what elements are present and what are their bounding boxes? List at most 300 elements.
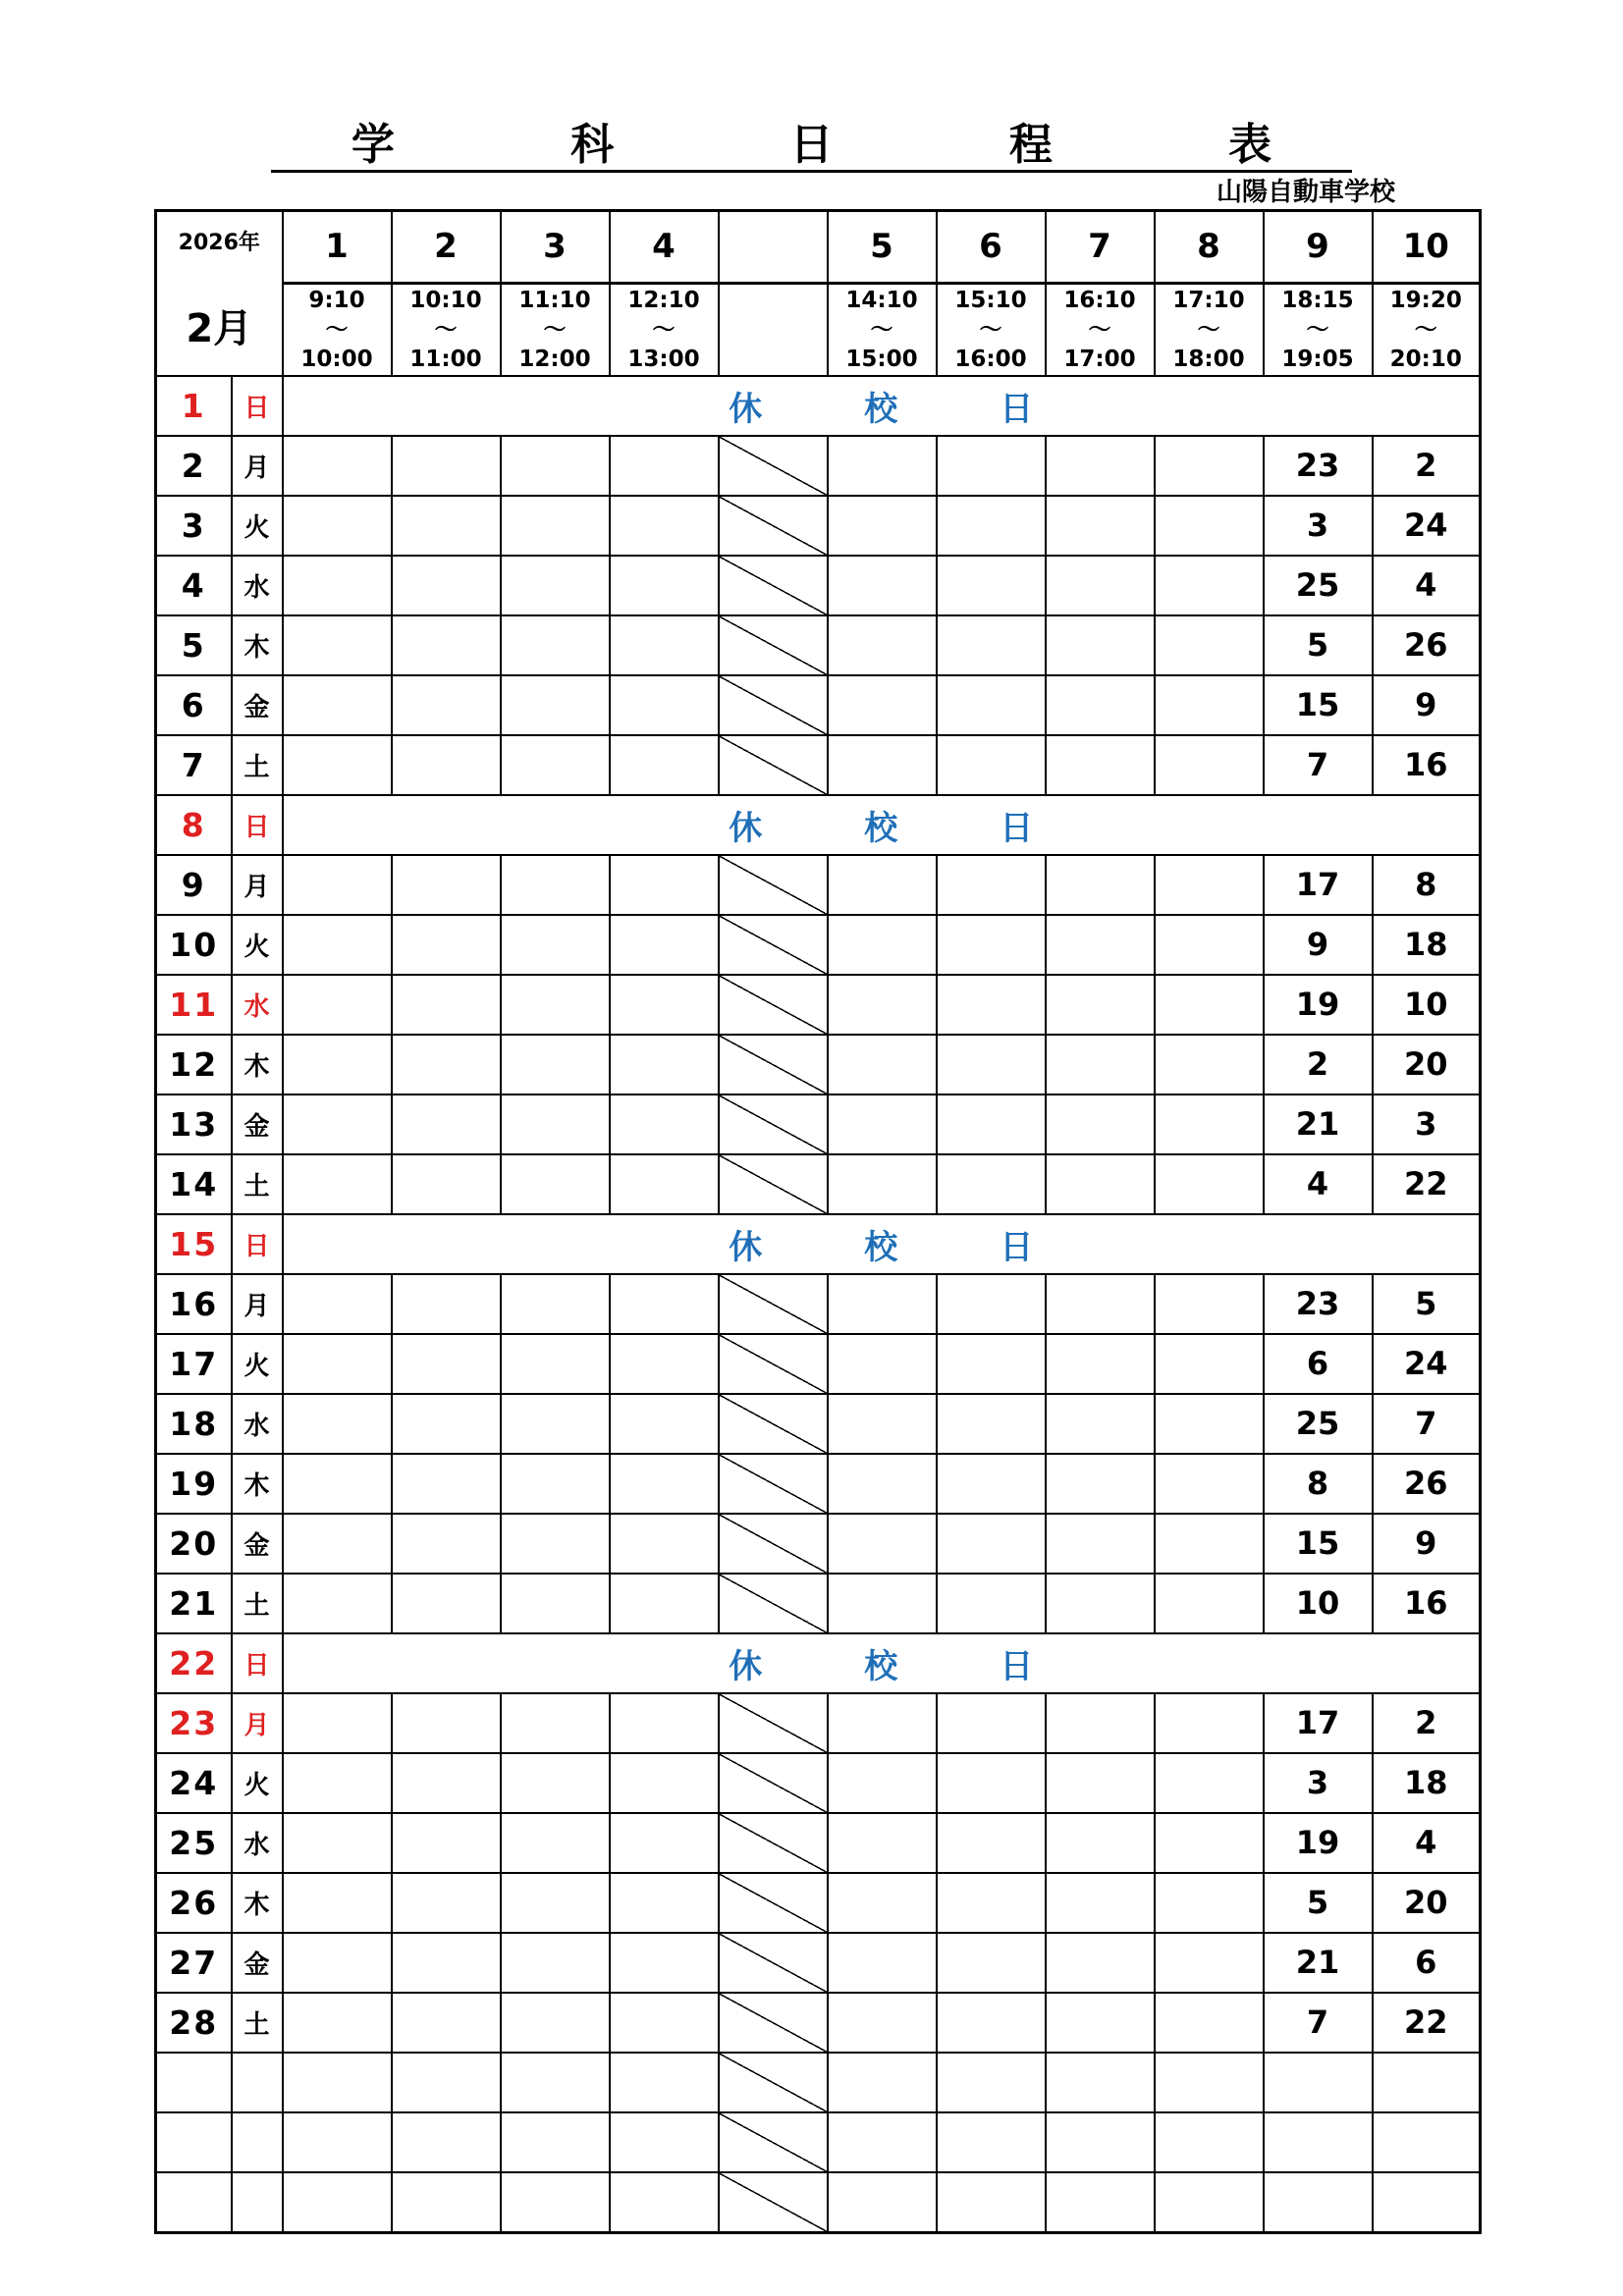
lesson-cell bbox=[1046, 855, 1155, 915]
lesson-cell bbox=[610, 1993, 719, 2053]
lesson-cell bbox=[828, 1274, 937, 1334]
day-date: 16 bbox=[156, 1274, 232, 1334]
lesson-cell bbox=[501, 1873, 610, 1933]
lesson-cell bbox=[392, 2112, 501, 2172]
lesson-cell bbox=[501, 1035, 610, 1095]
lesson-cell bbox=[283, 855, 392, 915]
lesson-cell bbox=[828, 1574, 937, 1633]
school-closed-banner bbox=[283, 376, 1481, 436]
period-time bbox=[610, 283, 719, 376]
break-slash-cell bbox=[719, 1095, 828, 1154]
period-9-lesson: 17 bbox=[1264, 1693, 1373, 1753]
lesson-cell bbox=[283, 1454, 392, 1514]
lesson-cell bbox=[501, 675, 610, 735]
period-time-start: 17:10 bbox=[1172, 287, 1245, 313]
lesson-cell bbox=[392, 436, 501, 496]
lesson-cell bbox=[610, 1394, 719, 1454]
lesson-cell bbox=[283, 975, 392, 1035]
lesson-cell bbox=[937, 855, 1046, 915]
period-time-end: 15:00 bbox=[845, 346, 918, 372]
lesson-cell bbox=[1046, 675, 1155, 735]
break-slash-cell bbox=[719, 1454, 828, 1514]
lesson-cell bbox=[610, 2053, 719, 2112]
lesson-cell bbox=[828, 1095, 937, 1154]
lesson-cell bbox=[283, 1334, 392, 1394]
lesson-cell bbox=[1155, 1274, 1264, 1334]
lesson-cell bbox=[828, 615, 937, 675]
lesson-cell bbox=[392, 556, 501, 615]
period-9-lesson: 19 bbox=[1264, 1813, 1373, 1873]
break-slash-cell bbox=[719, 1514, 828, 1574]
lesson-cell bbox=[828, 1514, 937, 1574]
lesson-cell bbox=[1046, 1514, 1155, 1574]
period-10-lesson: 4 bbox=[1373, 556, 1481, 615]
period-10-lesson: 10 bbox=[1373, 975, 1481, 1035]
lesson-cell bbox=[1155, 1095, 1264, 1154]
lesson-cell bbox=[610, 1035, 719, 1095]
lesson-cell bbox=[1046, 496, 1155, 556]
table-row bbox=[156, 675, 1481, 735]
lesson-cell bbox=[501, 1514, 610, 1574]
lesson-cell bbox=[283, 1274, 392, 1334]
period-time-start: 16:10 bbox=[1063, 287, 1136, 313]
lesson-cell bbox=[1155, 1154, 1264, 1214]
lesson-cell bbox=[610, 675, 719, 735]
table-row bbox=[156, 496, 1481, 556]
period-number: 4 bbox=[610, 211, 719, 284]
period-9-lesson: 19 bbox=[1264, 975, 1373, 1035]
break-slash-cell bbox=[719, 1873, 828, 1933]
lesson-cell bbox=[610, 2112, 719, 2172]
school-name: 山陽自動車学校 bbox=[1216, 178, 1395, 207]
break-slash-cell bbox=[719, 1154, 828, 1214]
period-10-lesson: 26 bbox=[1373, 615, 1481, 675]
lesson-cell bbox=[828, 1454, 937, 1514]
lesson-cell bbox=[501, 1095, 610, 1154]
closed-char: 日 bbox=[1000, 1227, 1034, 1267]
day-weekday: 金 bbox=[232, 1933, 283, 1993]
period-number: 5 bbox=[828, 211, 937, 284]
lesson-cell bbox=[828, 556, 937, 615]
period-number: 2 bbox=[392, 211, 501, 284]
period-10-lesson: 5 bbox=[1373, 1274, 1481, 1334]
period-9-lesson: 15 bbox=[1264, 675, 1373, 735]
period-time-end: 13:00 bbox=[627, 346, 700, 372]
lesson-cell bbox=[392, 855, 501, 915]
lesson-cell bbox=[828, 1933, 937, 1993]
lesson-cell bbox=[937, 675, 1046, 735]
table-row bbox=[156, 855, 1481, 915]
lesson-cell bbox=[828, 436, 937, 496]
period-time bbox=[1264, 283, 1373, 376]
lesson-cell bbox=[392, 915, 501, 975]
period-9-lesson: 6 bbox=[1264, 1334, 1373, 1394]
closed-char: 日 bbox=[1000, 808, 1034, 848]
period-time-end: 17:00 bbox=[1063, 346, 1136, 372]
period-10-lesson: 22 bbox=[1373, 1154, 1481, 1214]
period-9-lesson: 21 bbox=[1264, 1095, 1373, 1154]
break-slash-cell bbox=[719, 735, 828, 795]
lesson-cell bbox=[283, 2112, 392, 2172]
lesson-cell bbox=[1046, 1394, 1155, 1454]
break-slash-cell bbox=[719, 1933, 828, 1993]
period-9-lesson: 25 bbox=[1264, 556, 1373, 615]
closed-char: 休 bbox=[729, 389, 763, 429]
lesson-cell bbox=[392, 1394, 501, 1454]
lesson-cell bbox=[283, 1813, 392, 1873]
table-row bbox=[156, 735, 1481, 795]
period-time-tilde: ～ bbox=[1414, 316, 1437, 343]
break-slash-cell bbox=[719, 2053, 828, 2112]
day-date: 2 bbox=[156, 436, 232, 496]
table-row bbox=[156, 1334, 1481, 1394]
lesson-cell bbox=[392, 1993, 501, 2053]
period-9-lesson: 10 bbox=[1264, 1574, 1373, 1633]
lesson-cell bbox=[828, 855, 937, 915]
lesson-cell bbox=[1155, 1035, 1264, 1095]
lesson-cell bbox=[937, 1813, 1046, 1873]
lesson-cell bbox=[283, 496, 392, 556]
lesson-cell bbox=[1046, 1095, 1155, 1154]
lesson-cell bbox=[1046, 556, 1155, 615]
lesson-cell bbox=[1155, 436, 1264, 496]
period-9-lesson: 3 bbox=[1264, 1753, 1373, 1813]
closed-char: 校 bbox=[864, 808, 898, 848]
lesson-cell bbox=[392, 2172, 501, 2233]
school-closed-banner bbox=[283, 1214, 1481, 1274]
period-10-lesson: 4 bbox=[1373, 1813, 1481, 1873]
period-time-start: 18:15 bbox=[1281, 287, 1354, 313]
lesson-cell bbox=[501, 855, 610, 915]
break-slash-cell bbox=[719, 1394, 828, 1454]
break-slash-cell bbox=[719, 1813, 828, 1873]
break-slash-cell bbox=[719, 436, 828, 496]
day-weekday: 火 bbox=[232, 1753, 283, 1813]
table-row bbox=[156, 975, 1481, 1035]
lesson-cell bbox=[828, 2112, 937, 2172]
lesson-cell bbox=[501, 1993, 610, 2053]
period-time-tilde: ～ bbox=[543, 316, 567, 343]
closed-char: 休 bbox=[729, 1227, 763, 1267]
period-9-lesson: 5 bbox=[1264, 615, 1373, 675]
lesson-cell bbox=[1046, 1753, 1155, 1813]
period-9-lesson: 15 bbox=[1264, 1514, 1373, 1574]
lesson-cell bbox=[828, 1035, 937, 1095]
lesson-cell bbox=[610, 1095, 719, 1154]
break-slash-cell bbox=[719, 496, 828, 556]
month-label: 2月 bbox=[156, 283, 283, 376]
period-9-lesson: 23 bbox=[1264, 436, 1373, 496]
lesson-cell bbox=[828, 1394, 937, 1454]
lesson-cell bbox=[1155, 496, 1264, 556]
lesson-cell bbox=[1046, 1873, 1155, 1933]
table-row bbox=[156, 1454, 1481, 1514]
period-9-lesson: 21 bbox=[1264, 1933, 1373, 1993]
period-9-lesson: 7 bbox=[1264, 1993, 1373, 2053]
table-row bbox=[156, 1753, 1481, 1813]
lesson-cell bbox=[828, 1334, 937, 1394]
lesson-cell bbox=[828, 735, 937, 795]
lesson-cell bbox=[501, 1274, 610, 1334]
break-slash-cell bbox=[719, 2112, 828, 2172]
lesson-cell bbox=[937, 1574, 1046, 1633]
break-slash-cell bbox=[719, 915, 828, 975]
table-row bbox=[156, 1633, 1481, 1693]
lesson-cell bbox=[501, 1753, 610, 1813]
lesson-cell bbox=[392, 1813, 501, 1873]
period-10-lesson bbox=[1373, 2053, 1481, 2112]
period-number: 3 bbox=[501, 211, 610, 284]
day-weekday: 水 bbox=[232, 1813, 283, 1873]
day-weekday: 土 bbox=[232, 1154, 283, 1214]
lesson-cell bbox=[1046, 2053, 1155, 2112]
lesson-cell bbox=[501, 1813, 610, 1873]
lesson-cell bbox=[610, 1873, 719, 1933]
lesson-cell bbox=[501, 2112, 610, 2172]
lesson-cell bbox=[1155, 1873, 1264, 1933]
period-time-start: 12:10 bbox=[627, 287, 700, 313]
day-date: 11 bbox=[156, 975, 232, 1035]
day-date: 10 bbox=[156, 915, 232, 975]
day-weekday bbox=[232, 2053, 283, 2112]
lesson-cell bbox=[937, 1394, 1046, 1454]
lesson-cell bbox=[1046, 915, 1155, 975]
lesson-cell bbox=[1046, 1574, 1155, 1633]
lesson-cell bbox=[610, 2172, 719, 2233]
lesson-cell bbox=[610, 1514, 719, 1574]
day-date: 25 bbox=[156, 1813, 232, 1873]
lesson-cell bbox=[392, 1753, 501, 1813]
lesson-cell bbox=[392, 975, 501, 1035]
lesson-cell bbox=[828, 1154, 937, 1214]
lesson-cell bbox=[1155, 975, 1264, 1035]
day-weekday: 月 bbox=[232, 1693, 283, 1753]
lesson-cell bbox=[392, 496, 501, 556]
lesson-cell bbox=[1046, 615, 1155, 675]
lesson-cell bbox=[937, 1095, 1046, 1154]
period-10-lesson: 18 bbox=[1373, 1753, 1481, 1813]
period-10-lesson: 16 bbox=[1373, 1574, 1481, 1633]
day-weekday: 月 bbox=[232, 436, 283, 496]
period-9-lesson bbox=[1264, 2172, 1373, 2233]
lesson-cell bbox=[283, 1514, 392, 1574]
lesson-cell bbox=[283, 1095, 392, 1154]
lesson-cell bbox=[1046, 1454, 1155, 1514]
lesson-cell bbox=[937, 1753, 1046, 1813]
day-date: 17 bbox=[156, 1334, 232, 1394]
day-date: 6 bbox=[156, 675, 232, 735]
lesson-cell bbox=[828, 1873, 937, 1933]
day-date: 13 bbox=[156, 1095, 232, 1154]
period-10-lesson: 18 bbox=[1373, 915, 1481, 975]
period-time-end: 10:00 bbox=[300, 346, 373, 372]
lesson-cell bbox=[937, 1873, 1046, 1933]
lesson-cell bbox=[283, 2053, 392, 2112]
period-10-lesson: 26 bbox=[1373, 1454, 1481, 1514]
table-row bbox=[156, 615, 1481, 675]
table-row bbox=[156, 1514, 1481, 1574]
period-number: 1 bbox=[283, 211, 392, 284]
page-title: 学 科 日 程 表 bbox=[0, 118, 1623, 173]
period-number bbox=[719, 211, 828, 284]
lesson-cell bbox=[1155, 1753, 1264, 1813]
lesson-cell bbox=[828, 915, 937, 975]
lesson-cell bbox=[610, 1274, 719, 1334]
period-time bbox=[1373, 283, 1481, 376]
lesson-cell bbox=[501, 1334, 610, 1394]
day-date: 28 bbox=[156, 1993, 232, 2053]
period-time-start: 11:10 bbox=[518, 287, 591, 313]
lesson-cell bbox=[283, 1993, 392, 2053]
day-date: 3 bbox=[156, 496, 232, 556]
lesson-cell bbox=[283, 675, 392, 735]
lesson-cell bbox=[937, 2112, 1046, 2172]
lesson-cell bbox=[501, 915, 610, 975]
lesson-cell bbox=[1155, 675, 1264, 735]
period-9-lesson: 8 bbox=[1264, 1454, 1373, 1514]
lesson-cell bbox=[828, 2053, 937, 2112]
break-slash-cell bbox=[719, 1274, 828, 1334]
table-row bbox=[156, 2053, 1481, 2112]
break-slash-cell bbox=[719, 675, 828, 735]
lesson-cell bbox=[937, 1514, 1046, 1574]
lesson-cell bbox=[828, 2172, 937, 2233]
day-weekday: 木 bbox=[232, 1454, 283, 1514]
day-date: 9 bbox=[156, 855, 232, 915]
lesson-cell bbox=[1046, 975, 1155, 1035]
period-10-lesson: 20 bbox=[1373, 1035, 1481, 1095]
lesson-cell bbox=[392, 1274, 501, 1334]
day-date: 27 bbox=[156, 1933, 232, 1993]
lesson-cell bbox=[828, 975, 937, 1035]
lesson-cell bbox=[828, 496, 937, 556]
lesson-cell bbox=[392, 1574, 501, 1633]
lesson-cell bbox=[1046, 436, 1155, 496]
period-time-tilde: ～ bbox=[1088, 316, 1111, 343]
lesson-cell bbox=[501, 2172, 610, 2233]
table-row bbox=[156, 376, 1481, 436]
lesson-cell bbox=[1046, 735, 1155, 795]
period-time-end: 20:10 bbox=[1389, 346, 1462, 372]
school-closed-banner bbox=[283, 1633, 1481, 1693]
period-10-lesson: 3 bbox=[1373, 1095, 1481, 1154]
period-10-lesson: 7 bbox=[1373, 1394, 1481, 1454]
day-date: 8 bbox=[156, 795, 232, 855]
lesson-cell bbox=[1046, 1693, 1155, 1753]
lesson-cell bbox=[828, 1753, 937, 1813]
lesson-cell bbox=[937, 975, 1046, 1035]
lesson-cell bbox=[828, 1813, 937, 1873]
day-date: 7 bbox=[156, 735, 232, 795]
lesson-cell bbox=[392, 2053, 501, 2112]
table-row bbox=[156, 1154, 1481, 1214]
lesson-cell bbox=[610, 855, 719, 915]
table-row bbox=[156, 1993, 1481, 2053]
lesson-cell bbox=[501, 2053, 610, 2112]
period-time-tilde: ～ bbox=[1306, 316, 1329, 343]
day-weekday: 日 bbox=[232, 1214, 283, 1274]
day-weekday: 金 bbox=[232, 675, 283, 735]
period-9-lesson: 2 bbox=[1264, 1035, 1373, 1095]
table-row bbox=[156, 2172, 1481, 2233]
break-slash-cell bbox=[719, 1334, 828, 1394]
lesson-cell bbox=[501, 1394, 610, 1454]
lesson-cell bbox=[937, 1933, 1046, 1993]
period-number: 9 bbox=[1264, 211, 1373, 284]
table-row bbox=[156, 1394, 1481, 1454]
break-slash-cell bbox=[719, 1993, 828, 2053]
day-date: 18 bbox=[156, 1394, 232, 1454]
lesson-cell bbox=[828, 1693, 937, 1753]
lesson-cell bbox=[1046, 1933, 1155, 1993]
day-date bbox=[156, 2172, 232, 2233]
break-slash-cell bbox=[719, 1753, 828, 1813]
period-9-lesson bbox=[1264, 2112, 1373, 2172]
lesson-cell bbox=[1046, 1154, 1155, 1214]
day-date: 22 bbox=[156, 1633, 232, 1693]
lesson-cell bbox=[937, 1154, 1046, 1214]
lesson-cell bbox=[1155, 1693, 1264, 1753]
lesson-cell bbox=[610, 735, 719, 795]
lesson-cell bbox=[501, 436, 610, 496]
period-10-lesson: 9 bbox=[1373, 1514, 1481, 1574]
school-closed-banner bbox=[283, 795, 1481, 855]
period-time-start: 10:10 bbox=[409, 287, 482, 313]
period-number: 10 bbox=[1373, 211, 1481, 284]
day-weekday: 日 bbox=[232, 795, 283, 855]
day-date: 14 bbox=[156, 1154, 232, 1214]
break-slash-cell bbox=[719, 1574, 828, 1633]
lesson-cell bbox=[392, 1933, 501, 1993]
day-weekday: 木 bbox=[232, 1035, 283, 1095]
lesson-cell bbox=[1155, 1334, 1264, 1394]
period-9-lesson: 7 bbox=[1264, 735, 1373, 795]
period-number: 8 bbox=[1155, 211, 1264, 284]
period-time bbox=[392, 283, 501, 376]
lesson-cell bbox=[392, 735, 501, 795]
break-slash-cell bbox=[719, 2172, 828, 2233]
period-time-end: 12:00 bbox=[518, 346, 591, 372]
period-10-lesson bbox=[1373, 2112, 1481, 2172]
period-9-lesson: 5 bbox=[1264, 1873, 1373, 1933]
lesson-cell bbox=[1155, 615, 1264, 675]
day-weekday: 月 bbox=[232, 855, 283, 915]
lesson-cell bbox=[1155, 1394, 1264, 1454]
lesson-cell bbox=[283, 615, 392, 675]
period-time-start: 9:10 bbox=[308, 287, 365, 313]
lesson-cell bbox=[1155, 1514, 1264, 1574]
period-10-lesson: 22 bbox=[1373, 1993, 1481, 2053]
lesson-cell bbox=[392, 1454, 501, 1514]
day-weekday: 土 bbox=[232, 1574, 283, 1633]
period-time bbox=[828, 283, 937, 376]
lesson-cell bbox=[1046, 1035, 1155, 1095]
day-date: 5 bbox=[156, 615, 232, 675]
day-weekday: 水 bbox=[232, 975, 283, 1035]
table-row bbox=[156, 1214, 1481, 1274]
table-row bbox=[156, 1693, 1481, 1753]
table-row bbox=[156, 436, 1481, 496]
lesson-cell bbox=[283, 735, 392, 795]
lesson-cell bbox=[501, 1933, 610, 1993]
table-row bbox=[156, 915, 1481, 975]
closed-char: 校 bbox=[864, 389, 898, 429]
lesson-cell bbox=[610, 1813, 719, 1873]
lesson-cell bbox=[937, 735, 1046, 795]
lesson-cell bbox=[392, 1693, 501, 1753]
lesson-cell bbox=[937, 2172, 1046, 2233]
lesson-cell bbox=[1155, 2172, 1264, 2233]
